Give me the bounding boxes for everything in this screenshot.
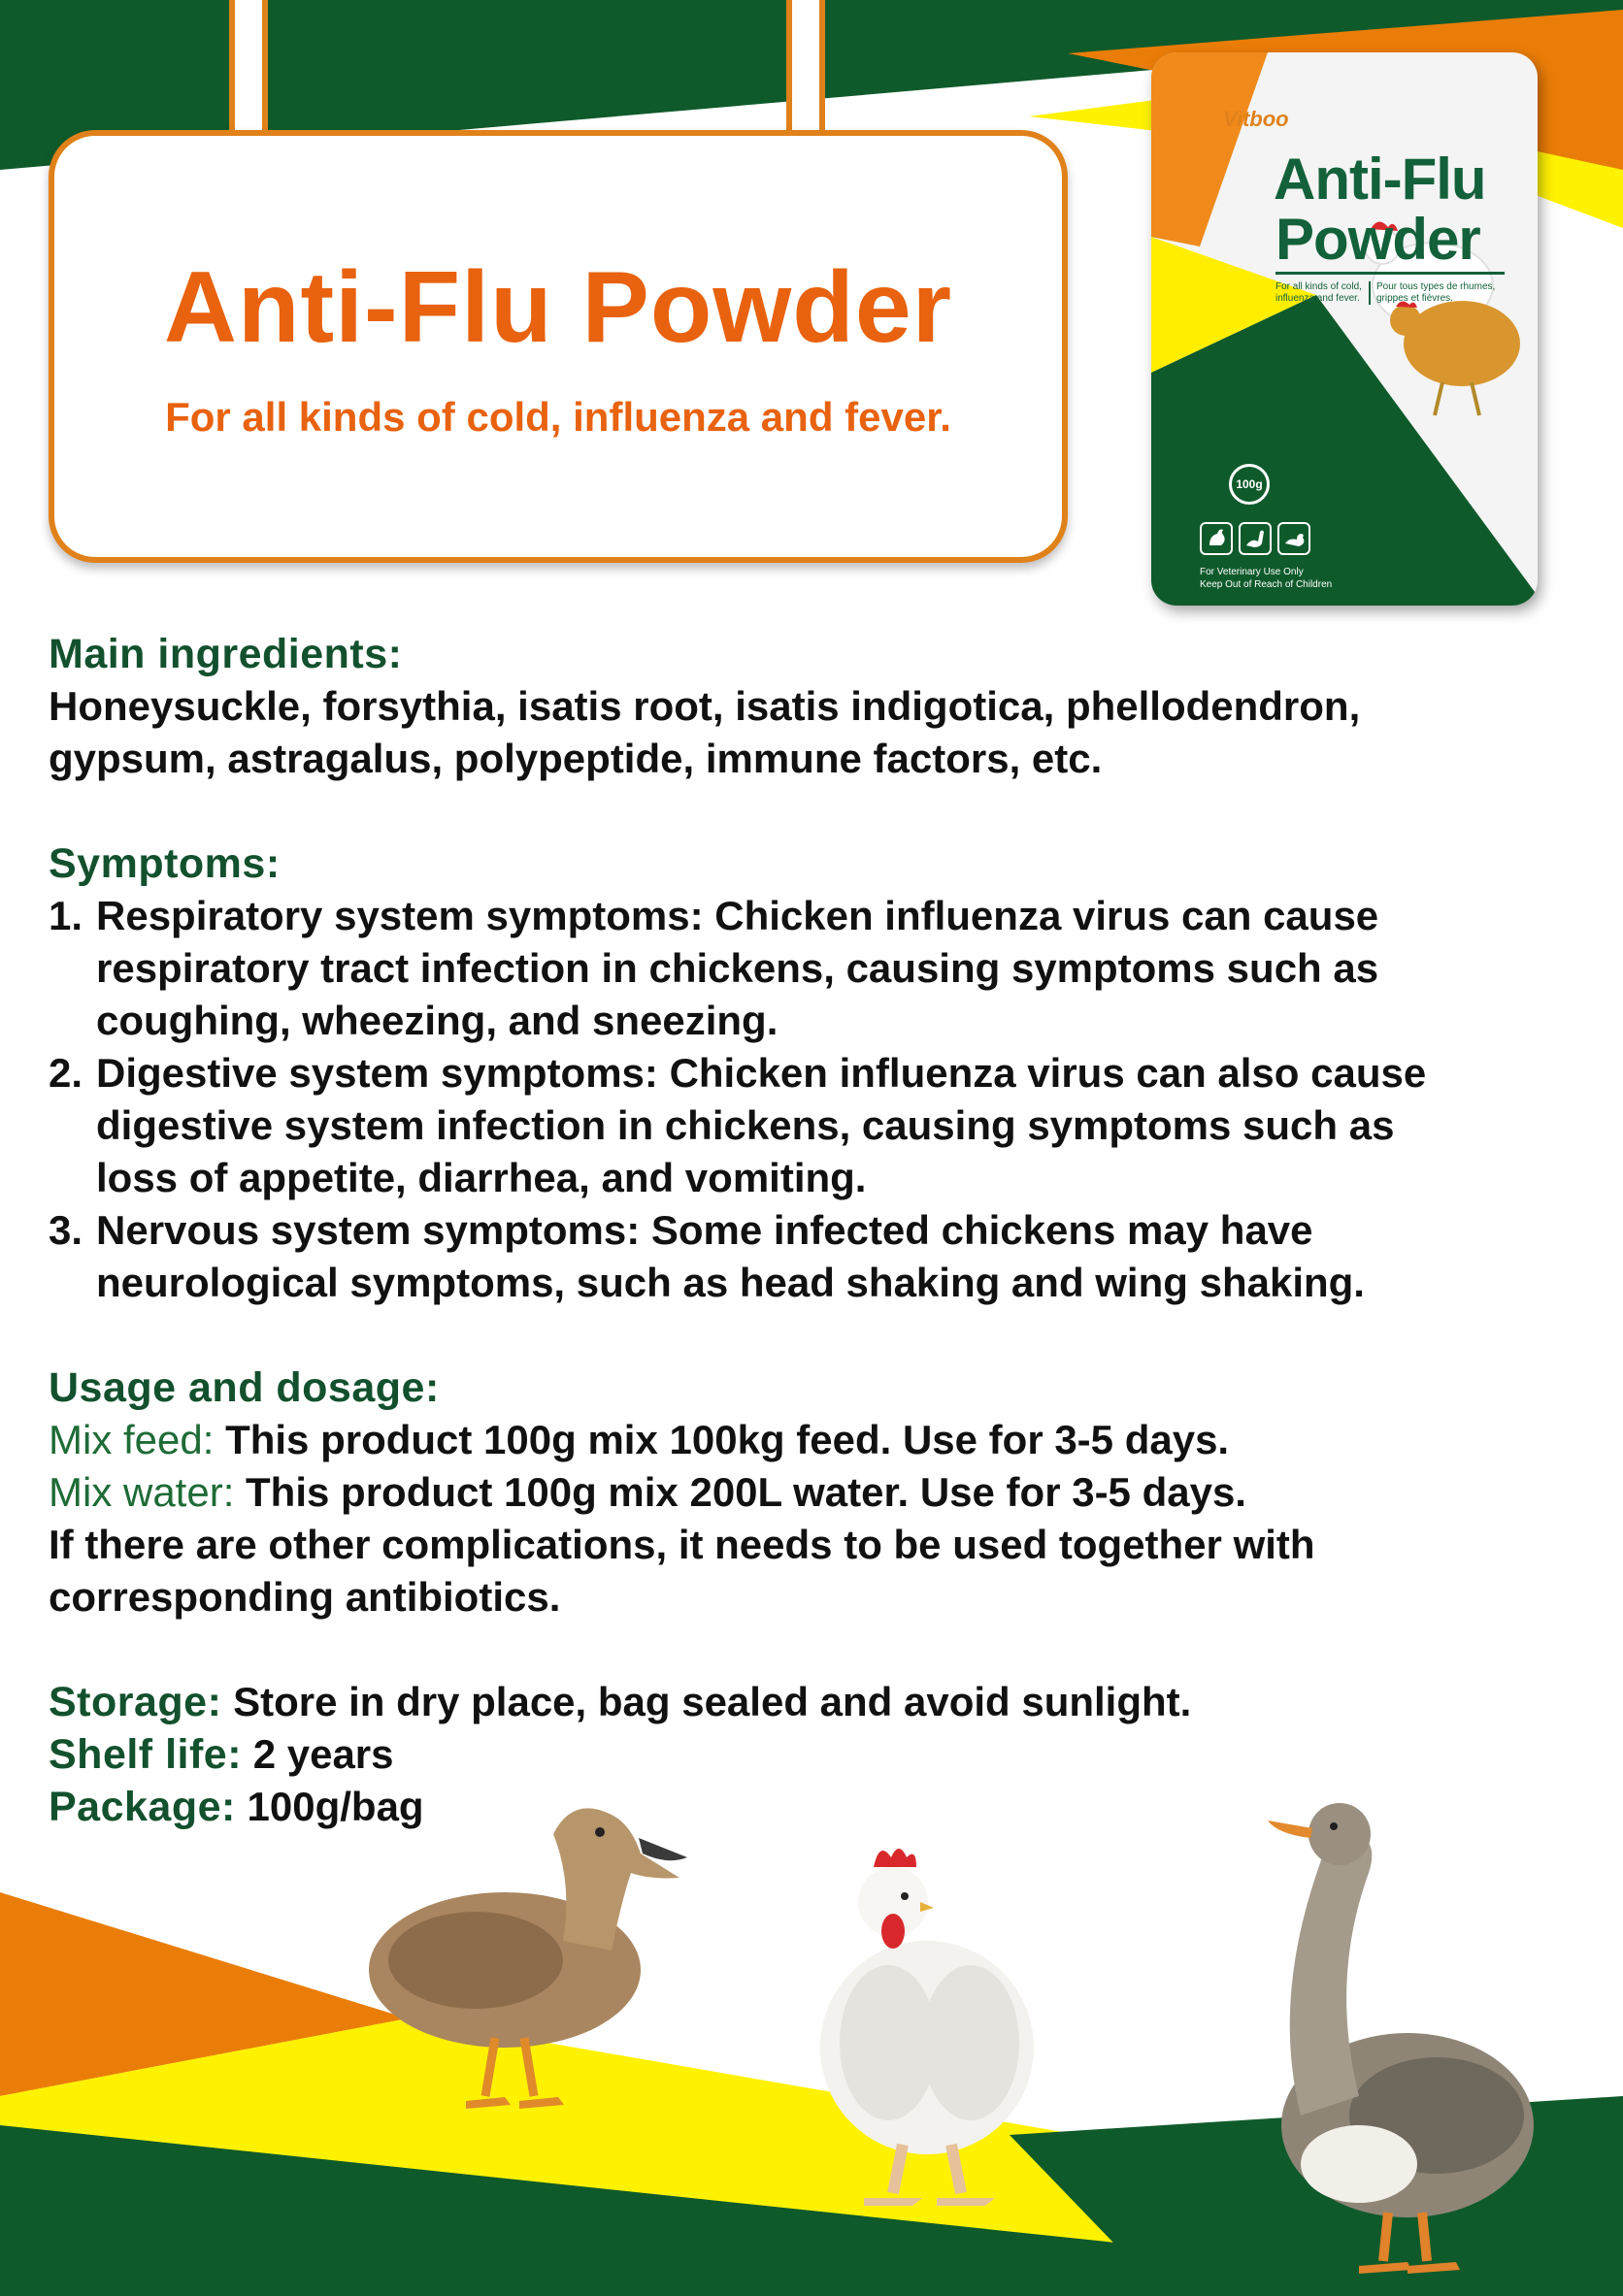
pouch-description-separator bbox=[1369, 281, 1371, 305]
symptom-line: Nervous system symptoms: Some infected chickens may have bbox=[96, 1207, 1313, 1253]
ingredients-line2: gypsum, astragalus, polypeptide, immune factors, etc. bbox=[49, 736, 1103, 781]
pouch-divider bbox=[1275, 272, 1505, 275]
symptom-number: 2. bbox=[49, 1050, 83, 1096]
symptom-item bbox=[49, 890, 1582, 1047]
package-label: Package: bbox=[49, 1784, 236, 1830]
pouch-warning-line1: For Veterinary Use Only bbox=[1200, 567, 1304, 577]
goose-icon bbox=[1239, 522, 1272, 555]
shelf-life-label: Shelf life: bbox=[49, 1731, 243, 1778]
usage-feed-label: Mix feed: bbox=[49, 1417, 215, 1462]
shelf-life bbox=[49, 1728, 1582, 1781]
symptoms-heading: Symptoms: bbox=[49, 840, 281, 887]
pouch-brand: Vitboo bbox=[1223, 107, 1289, 131]
chicken-icon bbox=[1200, 522, 1233, 555]
duck-icon bbox=[1277, 522, 1310, 555]
symptom-line: loss of appetite, diarrhea, and vomiting. bbox=[96, 1155, 867, 1200]
goose-illustration bbox=[1242, 1795, 1553, 2280]
package-text: 100g/bag bbox=[235, 1784, 424, 1829]
page-title: Anti-Flu Powder bbox=[163, 251, 953, 364]
symptom-number: 1. bbox=[49, 893, 83, 938]
chicken-illustration bbox=[796, 1834, 1058, 2213]
symptom-line: Digestive system symptoms: Chicken influenza virus can also cause bbox=[96, 1050, 1427, 1096]
usage-heading: Usage and dosage: bbox=[49, 1364, 440, 1411]
symptom-line: Respiratory system symptoms: Chicken influenza virus can cause bbox=[96, 893, 1379, 938]
product-pouch bbox=[1151, 52, 1538, 606]
ingredients-heading: Main ingredients: bbox=[49, 631, 403, 677]
shelf-life-text: 2 years bbox=[242, 1731, 394, 1777]
usage-water-text: This product 100g mix 200L water. Use for 3-5 days. bbox=[234, 1469, 1246, 1515]
usage-note-line2: corresponding antibiotics. bbox=[49, 1574, 561, 1620]
symptom-item bbox=[49, 1047, 1582, 1204]
usage-water bbox=[49, 1466, 1582, 1519]
pouch-title-line2: Powder bbox=[1275, 207, 1480, 272]
symptom-line: respiratory tract infection in chickens, causing symptoms such as bbox=[96, 945, 1379, 991]
storage bbox=[49, 1676, 1582, 1728]
symptom-item bbox=[49, 1204, 1582, 1309]
title-board bbox=[49, 130, 1068, 563]
pouch-weight-badge: 100g bbox=[1229, 464, 1270, 505]
product-details bbox=[49, 628, 1582, 1833]
page-subtitle: For all kinds of cold, influenza and fever. bbox=[165, 394, 951, 440]
usage-feed bbox=[49, 1414, 1582, 1466]
symptom-line: coughing, wheezing, and sneezing. bbox=[96, 998, 778, 1043]
storage-label: Storage: bbox=[49, 1679, 222, 1725]
usage-feed-text: This product 100g mix 100kg feed. Use for 3-5 days. bbox=[214, 1417, 1230, 1462]
pouch-title-line1: Anti-Flu bbox=[1274, 147, 1486, 212]
pouch-warning-line2: Keep Out of Reach of Children bbox=[1200, 579, 1333, 590]
duck-illustration bbox=[359, 1776, 699, 2135]
symptom-line: digestive system infection in chickens, causing symptoms such as bbox=[96, 1102, 1395, 1148]
ingredients-line1: Honeysuckle, forsythia, isatis root, isatis indigotica, phellodendron, bbox=[49, 683, 1361, 729]
usage-water-label: Mix water: bbox=[49, 1469, 235, 1515]
symptom-number: 3. bbox=[49, 1207, 83, 1253]
pouch-description-fr: Pour tous types de rhumes, grippes et fièvres. bbox=[1376, 281, 1496, 304]
pouch-description-en: For all kinds of cold, influenza and fever. bbox=[1275, 281, 1362, 304]
symptom-line: neurological symptoms, such as head shaking and wing shaking. bbox=[96, 1260, 1365, 1305]
usage-note-line1: If there are other complications, it needs to be used together with bbox=[49, 1522, 1315, 1567]
storage-text: Store in dry place, bag sealed and avoid sunlight. bbox=[221, 1679, 1192, 1724]
